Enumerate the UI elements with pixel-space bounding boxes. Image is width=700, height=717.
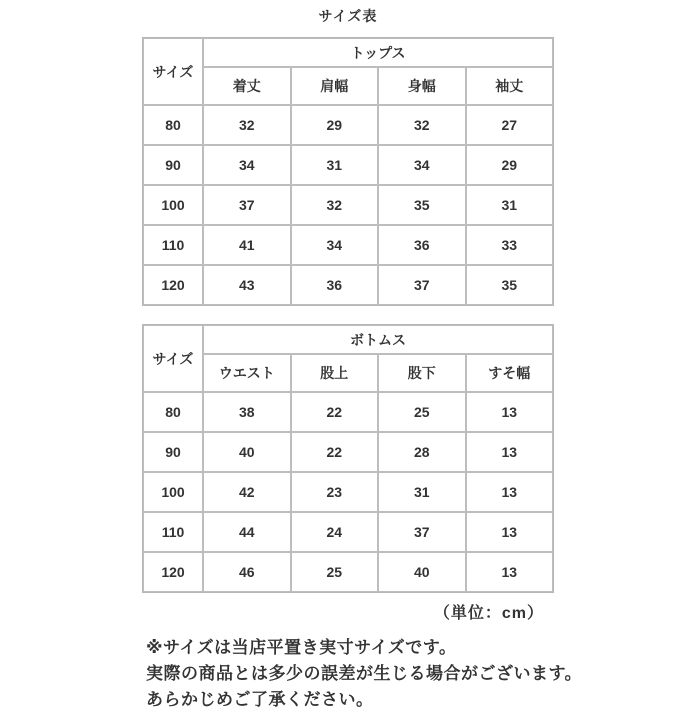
value-cell: 38: [203, 392, 291, 432]
value-cell: 27: [466, 105, 554, 145]
value-cell: 43: [203, 265, 291, 305]
bottoms-col-header-hem-width: すそ幅: [466, 354, 554, 392]
value-cell: 34: [378, 145, 466, 185]
value-cell: 37: [378, 512, 466, 552]
tops-col-header-body-width: 身幅: [378, 67, 466, 105]
tops-col-header-length: 着丈: [203, 67, 291, 105]
value-cell: 35: [378, 185, 466, 225]
disclaimer-line: ※サイズは当店平置き実寸サイズです。: [146, 638, 457, 657]
value-cell: 40: [203, 432, 291, 472]
value-cell: 25: [378, 392, 466, 432]
size-chart: [142, 6, 583, 717]
value-cell: 40: [378, 552, 466, 592]
size-cell: 90: [143, 432, 203, 472]
page-title: サイズ表: [318, 8, 378, 24]
value-cell: 44: [203, 512, 291, 552]
value-cell: 13: [466, 392, 554, 432]
table-row: [143, 392, 553, 432]
tops-size-table: [142, 37, 554, 306]
tops-col-header-shoulder: 肩幅: [291, 67, 379, 105]
tops-group-header: トップス: [203, 38, 553, 67]
tops-size-header: サイズ: [143, 38, 203, 105]
tops-col-header-sleeve: 袖丈: [466, 67, 554, 105]
table-row: [143, 145, 553, 185]
unit-note: （単位：cm）: [433, 605, 544, 622]
value-cell: 22: [291, 432, 379, 472]
table-row: [143, 225, 553, 265]
value-cell: 13: [466, 552, 554, 592]
size-cell: 100: [143, 185, 203, 225]
value-cell: 28: [378, 432, 466, 472]
bottoms-size-header: サイズ: [143, 325, 203, 392]
bottoms-col-header-waist: ウエスト: [203, 354, 291, 392]
table-row: [143, 265, 553, 305]
value-cell: 33: [466, 225, 554, 265]
size-cell: 90: [143, 145, 203, 185]
tops-header-row: [143, 38, 553, 67]
size-cell: 110: [143, 512, 203, 552]
size-cell: 110: [143, 225, 203, 265]
disclaimer-line: あらかじめご了承ください。: [146, 690, 374, 709]
table-row: [143, 432, 553, 472]
bottoms-col-header-rise: 股上: [291, 354, 379, 392]
value-cell: 13: [466, 512, 554, 552]
value-cell: 37: [378, 265, 466, 305]
bottoms-group-header: ボトムス: [203, 325, 553, 354]
value-cell: 42: [203, 472, 291, 512]
value-cell: 13: [466, 432, 554, 472]
value-cell: 31: [466, 185, 554, 225]
value-cell: 37: [203, 185, 291, 225]
size-cell: 120: [143, 552, 203, 592]
bottoms-header-row: [143, 325, 553, 354]
tops-columns-row: [143, 67, 553, 105]
value-cell: 41: [203, 225, 291, 265]
disclaimer-notes: [146, 638, 583, 709]
value-cell: 34: [291, 225, 379, 265]
table-row: [143, 552, 553, 592]
value-cell: 22: [291, 392, 379, 432]
value-cell: 29: [291, 105, 379, 145]
table-row: [143, 105, 553, 145]
value-cell: 36: [378, 225, 466, 265]
value-cell: 32: [291, 185, 379, 225]
disclaimer-line: 実際の商品とは多少の誤差が生じる場合がございます。: [146, 664, 583, 683]
value-cell: 29: [466, 145, 554, 185]
size-cell: 80: [143, 105, 203, 145]
table-row: [143, 185, 553, 225]
value-cell: 46: [203, 552, 291, 592]
value-cell: 35: [466, 265, 554, 305]
bottoms-size-table: [142, 324, 554, 593]
value-cell: 24: [291, 512, 379, 552]
table-row: [143, 512, 553, 552]
bottoms-col-header-inseam: 股下: [378, 354, 466, 392]
value-cell: 25: [291, 552, 379, 592]
size-cell: 80: [143, 392, 203, 432]
size-cell: 120: [143, 265, 203, 305]
value-cell: 34: [203, 145, 291, 185]
value-cell: 31: [378, 472, 466, 512]
value-cell: 31: [291, 145, 379, 185]
value-cell: 36: [291, 265, 379, 305]
table-row: [143, 472, 553, 512]
value-cell: 13: [466, 472, 554, 512]
value-cell: 32: [203, 105, 291, 145]
bottoms-columns-row: [143, 354, 553, 392]
value-cell: 32: [378, 105, 466, 145]
size-cell: 100: [143, 472, 203, 512]
value-cell: 23: [291, 472, 379, 512]
